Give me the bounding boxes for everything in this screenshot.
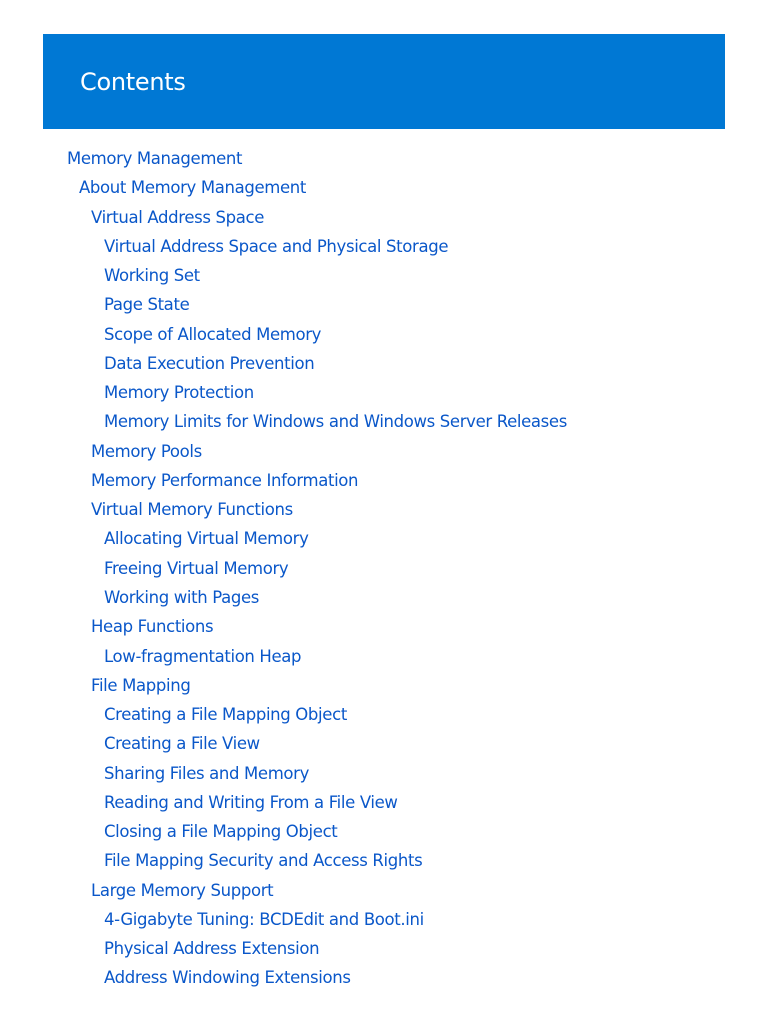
- toc-link[interactable]: Memory Performance Information: [91, 470, 359, 490]
- toc-link[interactable]: Address Windowing Extensions: [104, 968, 351, 988]
- toc-link[interactable]: Virtual Memory Functions: [91, 500, 293, 520]
- toc-link[interactable]: Data Execution Prevention: [104, 353, 315, 373]
- toc-link[interactable]: Physical Address Extension: [104, 939, 320, 959]
- toc-link[interactable]: File Mapping Security and Access Rights: [104, 851, 423, 871]
- toc-link[interactable]: Reading and Writing From a File View: [104, 792, 398, 812]
- toc-link[interactable]: Memory Pools: [91, 441, 202, 461]
- toc-link[interactable]: Page State: [104, 295, 190, 315]
- toc-link[interactable]: Working with Pages: [104, 587, 260, 607]
- toc-link[interactable]: Scope of Allocated Memory: [104, 324, 322, 344]
- toc-link[interactable]: Virtual Address Space: [91, 207, 265, 227]
- toc-link[interactable]: Memory Management: [67, 149, 243, 168]
- toc-link[interactable]: File Mapping: [91, 675, 191, 695]
- toc-link[interactable]: Low-fragmentation Heap: [104, 646, 302, 666]
- toc-link[interactable]: Closing a File Mapping Object: [104, 822, 338, 842]
- toc-link[interactable]: 4-Gigabyte Tuning: BCDEdit and Boot.ini: [104, 909, 424, 929]
- table-of-contents: [67, 144, 727, 993]
- toc-link[interactable]: Sharing Files and Memory: [104, 763, 310, 783]
- toc-link[interactable]: Memory Protection: [104, 383, 254, 403]
- contents-title: Contents: [80, 68, 186, 96]
- toc-link[interactable]: Freeing Virtual Memory: [104, 558, 289, 578]
- toc-link[interactable]: About Memory Management: [79, 178, 307, 198]
- toc-link[interactable]: Working Set: [104, 266, 200, 286]
- toc-link[interactable]: Large Memory Support: [91, 880, 274, 900]
- toc-link[interactable]: Virtual Address Space and Physical Storage: [104, 236, 449, 256]
- contents-header: [43, 34, 725, 129]
- toc-link[interactable]: Memory Limits for Windows and Windows Server Releases: [104, 412, 567, 432]
- toc-link[interactable]: Heap Functions: [91, 617, 214, 637]
- toc-link[interactable]: Creating a File View: [104, 734, 260, 754]
- toc-link[interactable]: Creating a File Mapping Object: [104, 705, 347, 725]
- toc-link[interactable]: Allocating Virtual Memory: [104, 529, 309, 549]
